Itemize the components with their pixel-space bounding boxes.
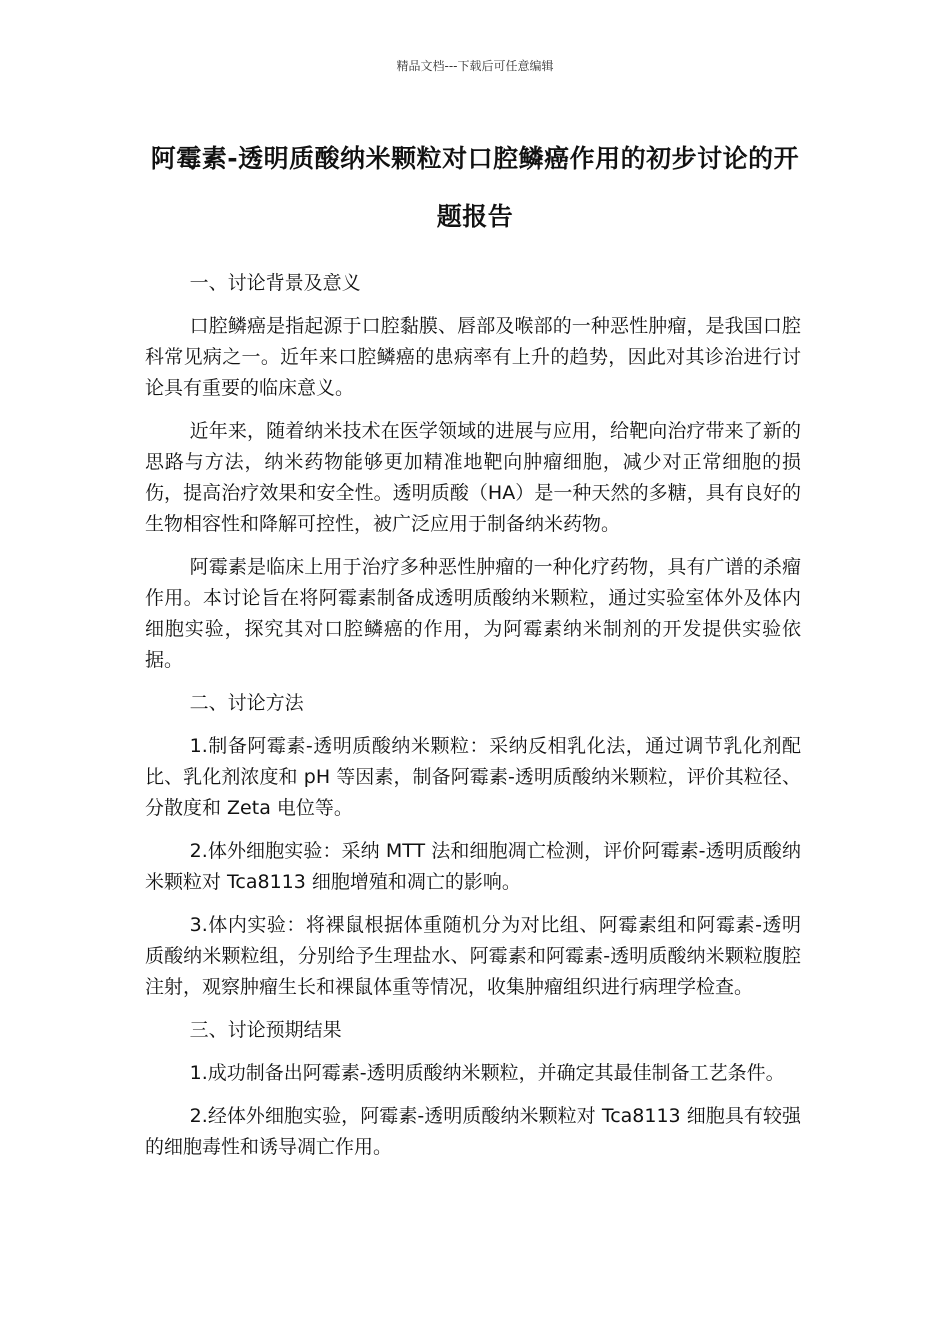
- document-title: 阿霉素-透明质酸纳米颗粒对口腔鳞癌作用的初步讨论的开题报告: [150, 144, 800, 231]
- section-heading-background: 一、讨论背景及意义: [189, 272, 361, 294]
- section-heading-methods: 二、讨论方法: [189, 692, 304, 714]
- paragraph: 阿霉素是临床上用于治疗多种恶性肿瘤的一种化疗药物，具有广谱的杀瘤作用。本讨论旨在将阿霉素制备成透明质酸纳米颗粒，通过实验室体外及体内细胞实验，探究其对口腔鳞癌的作用，为阿霉素纳米制剂的开发提供实验依据。: [145, 556, 801, 671]
- header-note: 精品文档---下载后可任意编辑: [396, 59, 554, 73]
- method-item: 1.制备阿霉素-透明质酸纳米颗粒：采纳反相乳化法，通过调节乳化剂配比、乳化剂浓度和 pH 等因素，制备阿霉素-透明质酸纳米颗粒，评价其粒径、分散度和 Zeta 电位等。: [145, 735, 801, 819]
- document-body: [145, 268, 801, 1175]
- result-item: 2.经体外细胞实验，阿霉素-透明质酸纳米颗粒对 Tca8113 细胞具有较强的细胞毒性和诱导凋亡作用。: [145, 1105, 801, 1158]
- paragraph: 口腔鳞癌是指起源于口腔黏膜、唇部及喉部的一种恶性肿瘤，是我国口腔科常见病之一。近年来口腔鳞癌的患病率有上升的趋势，因此对其诊治进行讨论具有重要的临床意义。: [145, 315, 801, 399]
- method-item: 2.体外细胞实验：采纳 MTT 法和细胞凋亡检测，评价阿霉素-透明质酸纳米颗粒对 Tca8113 细胞增殖和凋亡的影响。: [145, 840, 801, 893]
- method-item: 3.体内实验：将裸鼠根据体重随机分为对比组、阿霉素组和阿霉素-透明质酸纳米颗粒组，分别给予生理盐水、阿霉素和阿霉素-透明质酸纳米颗粒腹腔注射，观察肿瘤生长和裸鼠体重等情况，收集肿瘤组织进行病理学检查。: [145, 914, 801, 998]
- paragraph: 近年来，随着纳米技术在医学领域的进展与应用，给靶向治疗带来了新的思路与方法，纳米药物能够更加精准地靶向肿瘤细胞，减少对正常细胞的损伤，提高治疗效果和安全性。透明质酸（HA）是一种天然的多糖，具有良好的生物相容性和降解可控性，被广泛应用于制备纳米药物。: [145, 420, 801, 535]
- section-heading-results: 三、讨论预期结果: [189, 1019, 342, 1041]
- result-item: 1.成功制备出阿霉素-透明质酸纳米颗粒，并确定其最佳制备工艺条件。: [189, 1062, 785, 1084]
